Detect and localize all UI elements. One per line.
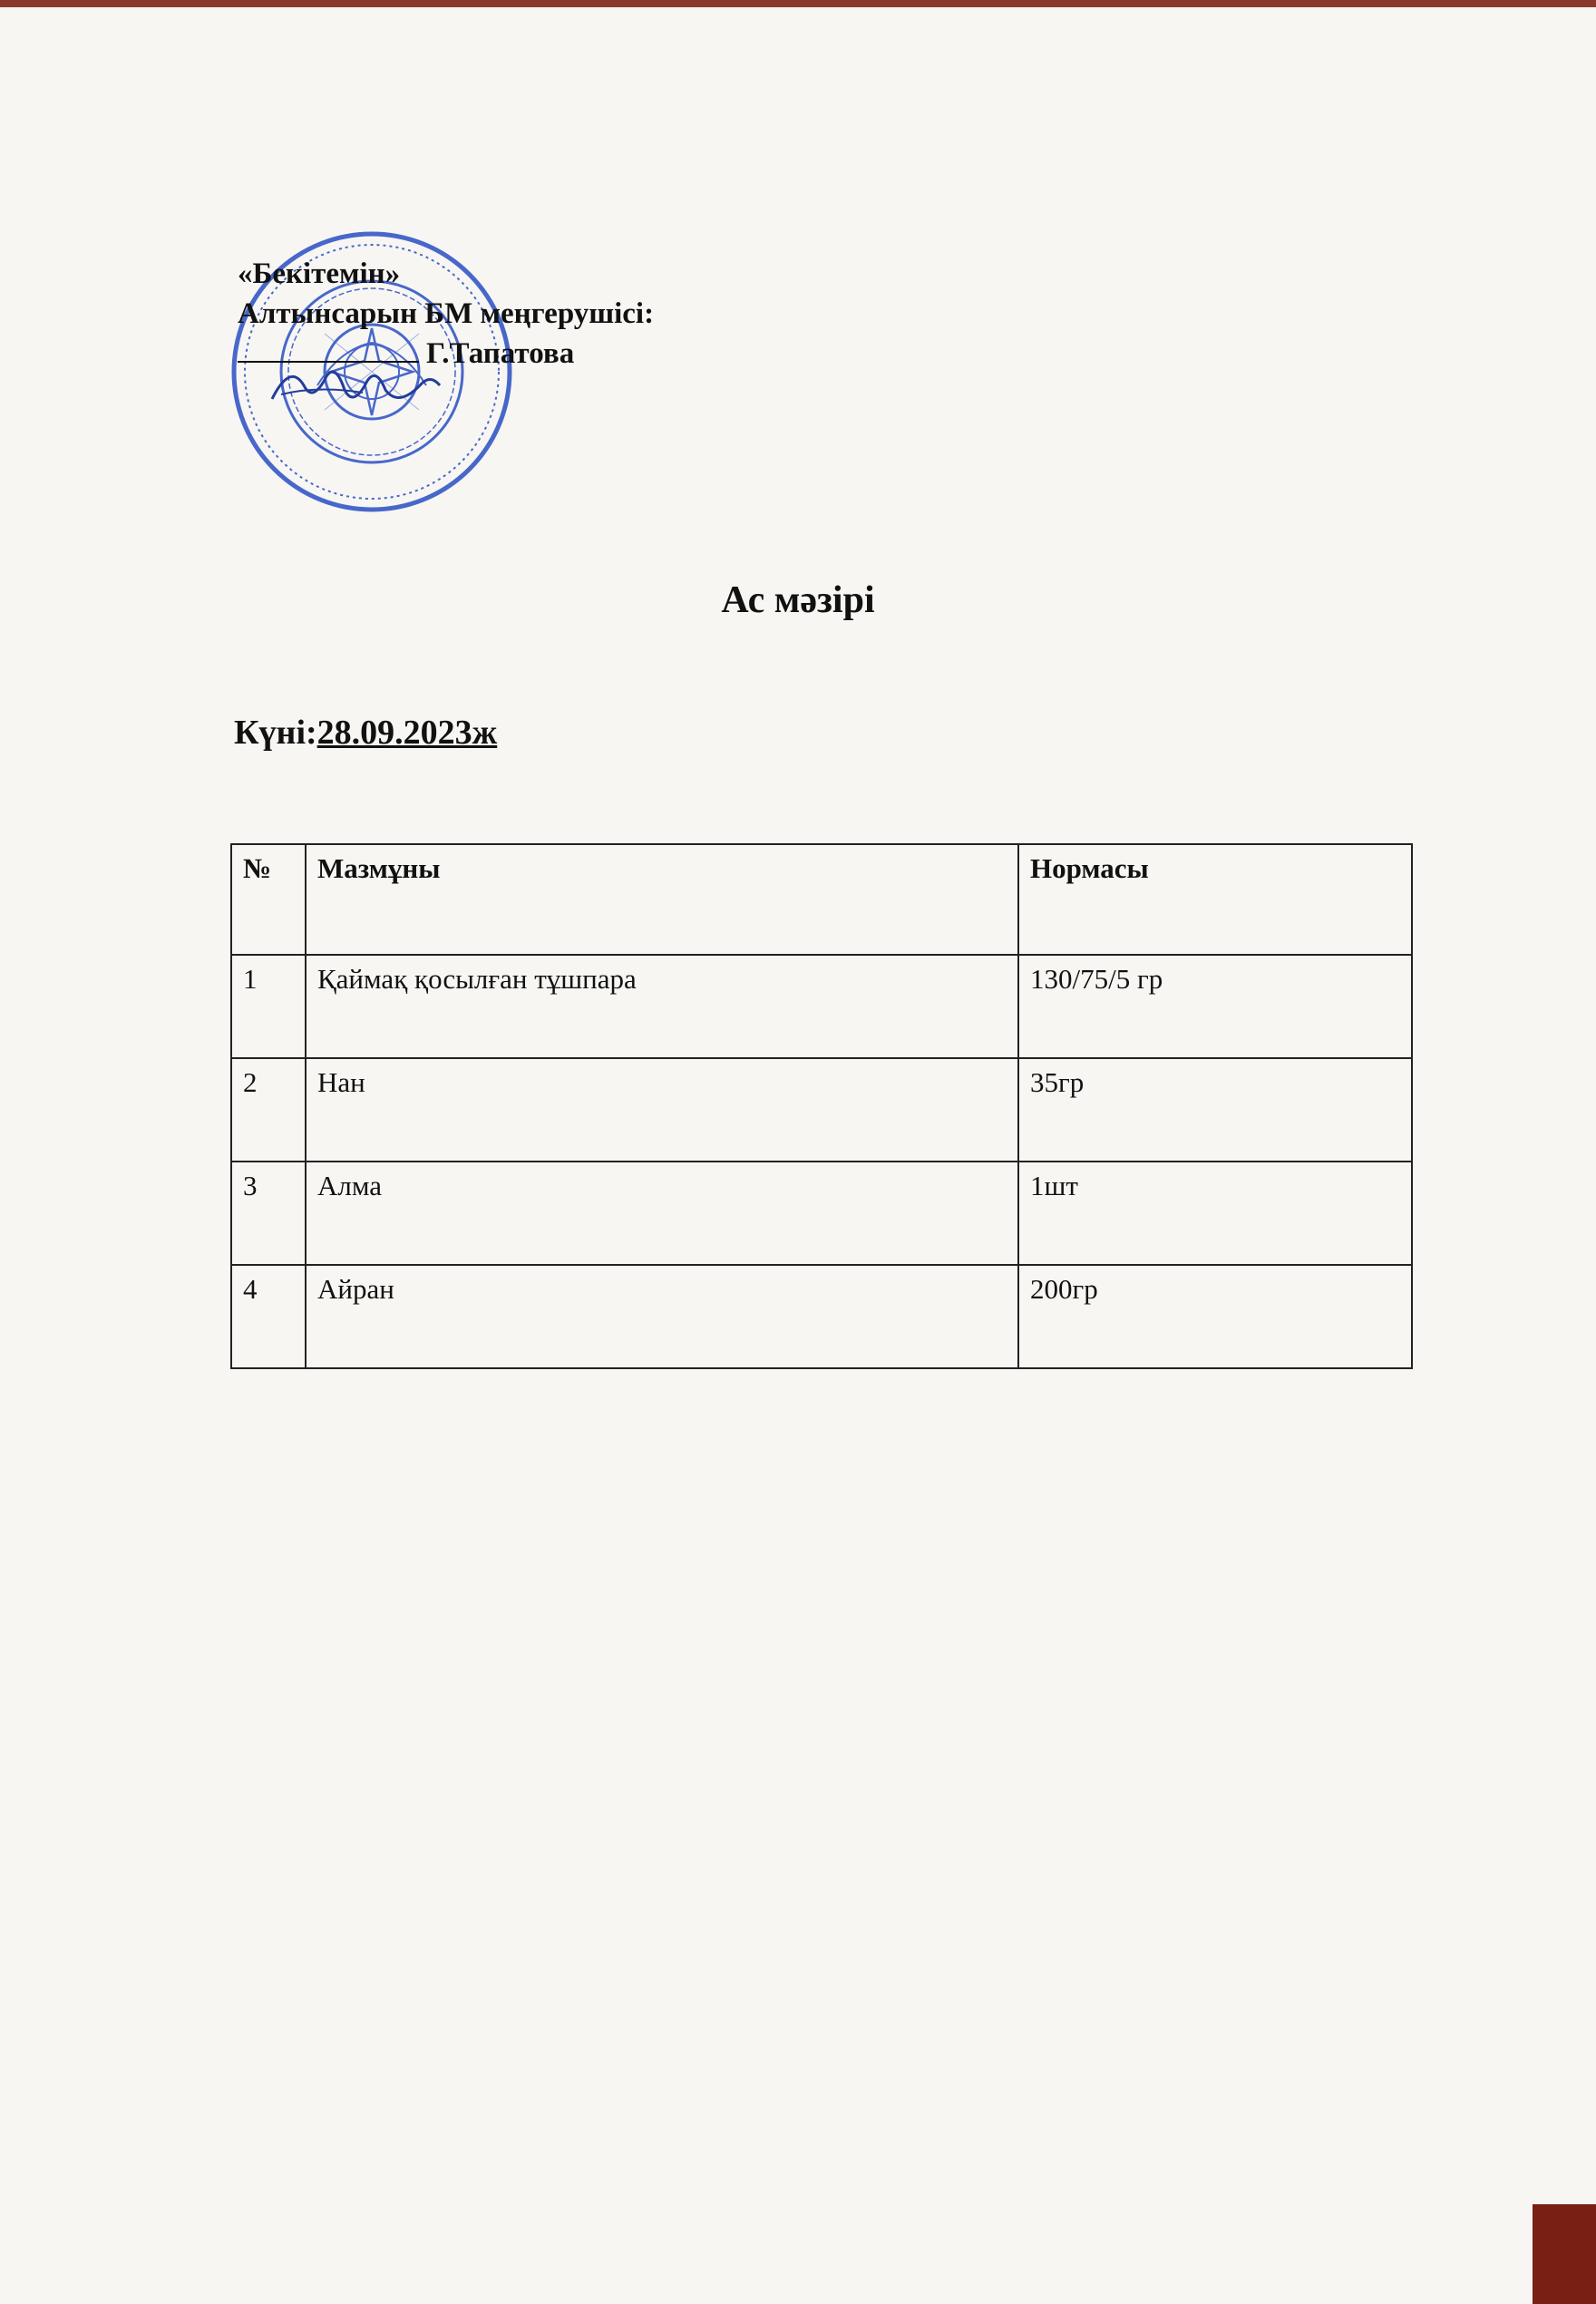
row-content: Нан [306,1058,1018,1162]
approval-heading: «Бекітемін» [238,258,401,290]
row-norm: 35гр [1018,1058,1412,1162]
page-title: Ас мәзірі [721,579,875,621]
row-number: 2 [231,1058,306,1162]
row-norm: 130/75/5 гр [1018,955,1412,1058]
menu-date [234,713,497,753]
row-number: 4 [231,1265,306,1368]
table-header-row [231,844,1412,955]
row-number: 3 [231,1162,306,1265]
header-content: Мазмұны [306,844,1018,955]
menu-table [230,843,1413,1369]
row-norm: 1шт [1018,1162,1412,1265]
approval-signer: Г.Тапатова [426,337,575,370]
date-value: 28.09.2023ж [316,714,498,752]
approval-block [238,254,654,374]
row-norm: 200гр [1018,1265,1412,1368]
table-row [231,1162,1412,1265]
row-content: Айран [306,1265,1018,1368]
handwritten-signature [263,358,444,413]
page-corner-mark [1533,2204,1596,2304]
table-row [231,1265,1412,1368]
header-number: № [231,844,306,955]
row-number: 1 [231,955,306,1058]
row-content: Қаймақ қосылған тұшпара [306,955,1018,1058]
row-content: Алма [306,1162,1018,1265]
page-top-edge [0,0,1596,7]
approval-position: Алтынсарын БМ меңгерушісі: [238,297,655,330]
date-label: Күні: [234,714,317,752]
table-row [231,1058,1412,1162]
table-row [231,955,1412,1058]
header-norm: Нормасы [1018,844,1412,955]
